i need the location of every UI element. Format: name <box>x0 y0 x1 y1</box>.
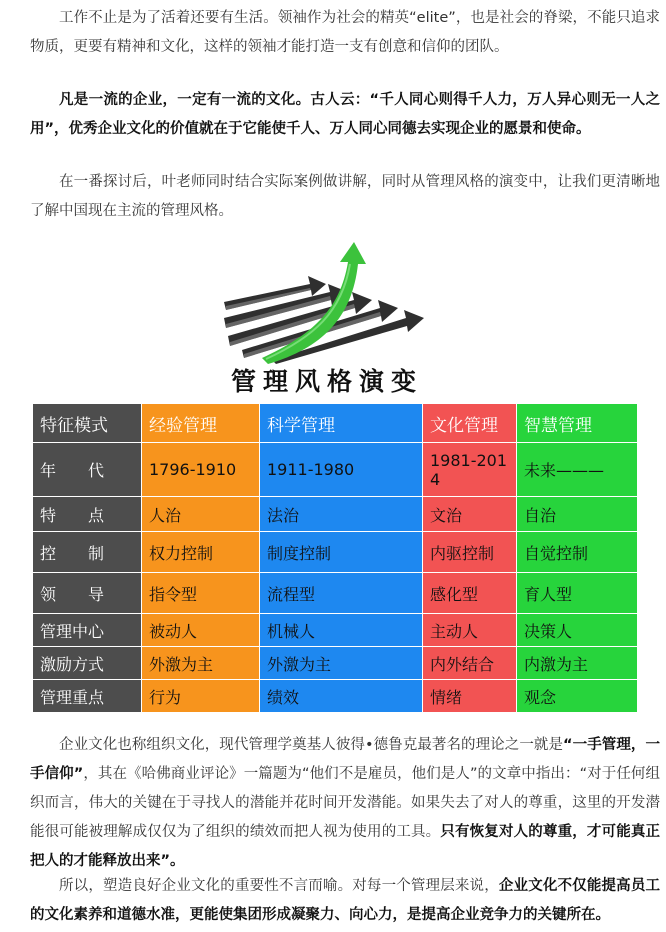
table-row <box>33 647 638 680</box>
row-label: 特 点 <box>33 497 142 532</box>
table-cell: 制度控制 <box>260 532 423 573</box>
table-cell: 行为 <box>142 680 260 713</box>
row-label: 领 导 <box>33 573 142 614</box>
conclusion-text-a: 所以，塑造良好企业文化的重要性不言而喻。对每一个管理层来说， <box>59 878 499 894</box>
table-cell: 感化型 <box>423 573 517 614</box>
table-cell: 情绪 <box>423 680 517 713</box>
table-cell: 文治 <box>423 497 517 532</box>
table-cell: 被动人 <box>142 614 260 647</box>
table-cell: 外激为主 <box>260 647 423 680</box>
table-cell: 未来——— <box>517 443 638 497</box>
table-cell: 自觉控制 <box>517 532 638 573</box>
header-experience: 经验管理 <box>142 404 260 443</box>
header-science: 科学管理 <box>260 404 423 443</box>
table-cell: 法治 <box>260 497 423 532</box>
drucker-text-c: ，其在《哈佛商业评论》一篇题为“他们不是雇员，他们是人”的文章中指出：“对于任何组织而言，伟大的关键在于寻找人的潜能并花时间开发潜能。如果失去了对人的尊重，这里的开发潜能很可能被理解成仅仅为了组织的绩效而把人视为使用的工具。 <box>30 766 660 840</box>
row-label: 管理重点 <box>33 680 142 713</box>
row-label: 激励方式 <box>33 647 142 680</box>
table-cell: 权力控制 <box>142 532 260 573</box>
table-cell: 内激为主 <box>517 647 638 680</box>
table-cell: 主动人 <box>423 614 517 647</box>
row-label: 年 代 <box>33 443 142 497</box>
table-cell: 1981-2014 <box>423 443 517 497</box>
table-cell: 外激为主 <box>142 647 260 680</box>
table-cell: 机械人 <box>260 614 423 647</box>
table-row <box>33 573 638 614</box>
table-cell: 流程型 <box>260 573 423 614</box>
table-cell: 内驱控制 <box>423 532 517 573</box>
table-row <box>33 680 638 713</box>
table-row <box>33 532 638 573</box>
header-feature: 特征模式 <box>33 404 142 443</box>
table-row <box>33 497 638 532</box>
table-cell: 自治 <box>517 497 638 532</box>
drucker-conclusion: 只有恢复对人的尊重，才可能真正把人的才能释放出来”。 <box>30 824 661 869</box>
table-cell: 绩效 <box>260 680 423 713</box>
row-label: 控 制 <box>33 532 142 573</box>
table-row <box>33 443 638 497</box>
table-cell: 内外结合 <box>423 647 517 680</box>
table-cell: 指令型 <box>142 573 260 614</box>
culture-paragraph: 凡是一流的企业，一定有一流的文化。古人云：“千人同心则得千人力，万人异心则无一人之用”，优秀企业文化的价值就在于它能使千人、万人同心同德去实现企业的愿景和使命。 <box>30 92 660 137</box>
discussion-paragraph: 在一番探讨后，叶老师同时结合实际案例做讲解，同时从管理风格的演变中，让我们更清晰地了解中国现在主流的管理风格。 <box>30 174 660 219</box>
table-header-row <box>33 404 638 443</box>
intro-paragraph: 工作不止是为了活着还要有生活。领袖作为社会的精英“elite”，也是社会的脊梁，不能只追求物质，更要有精神和文化，这样的领袖才能打造一支有创意和信仰的团队。 <box>30 10 660 55</box>
row-label: 管理中心 <box>33 614 142 647</box>
header-wisdom: 智慧管理 <box>517 404 638 443</box>
table-row <box>33 614 638 647</box>
management-evolution-figure <box>222 240 432 396</box>
table-cell: 育人型 <box>517 573 638 614</box>
drucker-text-a: 企业文化也称组织文化，现代管理学奠基人彼得•德鲁克最著名的理论之一就是 <box>59 737 564 753</box>
drucker-paragraph <box>30 731 660 876</box>
arrows-illustration <box>222 240 432 365</box>
table-cell: 人治 <box>142 497 260 532</box>
drucker-quote: “一手管理，一手信仰” <box>30 737 660 782</box>
conclusion-paragraph <box>30 872 660 930</box>
figure-title: 管理风格演变 <box>230 367 423 396</box>
table-cell: 1911-1980 <box>260 443 423 497</box>
table-cell: 观念 <box>517 680 638 713</box>
table-cell: 1796-1910 <box>142 443 260 497</box>
header-culture: 文化管理 <box>423 404 517 443</box>
management-styles-table <box>32 403 638 713</box>
conclusion-text-b: 企业文化不仅能提高员工的文化素养和道德水准，更能使集团形成凝聚力、向心力，是提高企业竞争力的关键所在。 <box>30 878 660 923</box>
table-cell: 决策人 <box>517 614 638 647</box>
